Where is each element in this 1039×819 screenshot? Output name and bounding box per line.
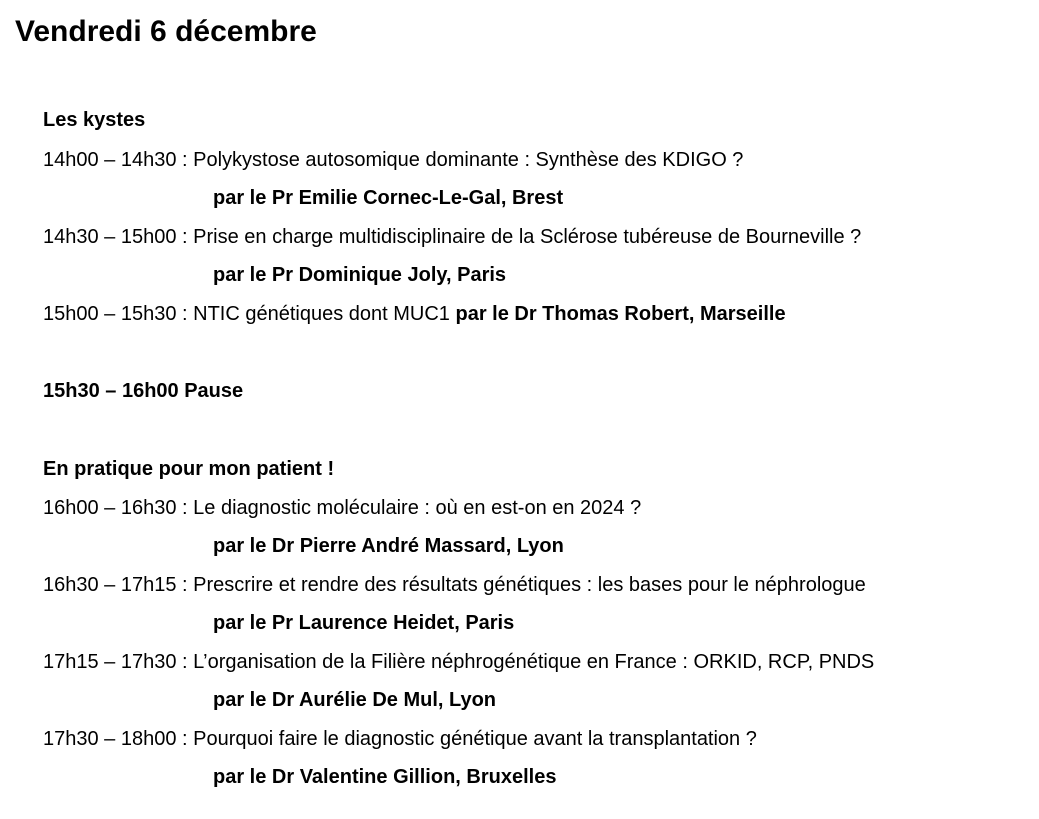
talk-line xyxy=(43,650,874,674)
talk-speaker: par le Dr Valentine Gillion, Bruxelles xyxy=(213,766,557,788)
talk-speaker: par le Pr Laurence Heidet, Paris xyxy=(213,612,515,634)
talk-title: Prescrire et rendre des résultats génétiques : les bases pour le néphrologue xyxy=(193,574,866,596)
talk-time: 14h30 – 15h00 xyxy=(43,226,177,248)
talk-line xyxy=(43,302,786,326)
talk-title: Polykystose autosomique dominante : Synthèse des KDIGO ? xyxy=(193,149,744,171)
talk-title: Prise en charge multidisciplinaire de la Sclérose tubéreuse de Bourneville ? xyxy=(193,226,862,248)
talk-line xyxy=(43,727,757,751)
talk-separator: : xyxy=(176,226,194,248)
talk-speaker: par le Pr Emilie Cornec-Le-Gal, Brest xyxy=(213,187,564,209)
talk-speaker: par le Dr Thomas Robert, Marseille xyxy=(455,303,786,325)
section-heading-pratique: En pratique pour mon patient ! xyxy=(43,458,335,480)
talk-line xyxy=(43,496,641,520)
talk-time: 15h00 – 15h30 xyxy=(43,303,177,325)
talk-speaker: par le Dr Aurélie De Mul, Lyon xyxy=(213,689,497,711)
section-heading-kystes: Les kystes xyxy=(43,109,146,131)
talk-separator: : xyxy=(176,728,194,750)
talk-separator: : xyxy=(176,149,194,171)
talk-time: 17h15 – 17h30 xyxy=(43,651,177,673)
talk-separator: : xyxy=(176,303,194,325)
talk-speaker: par le Dr Pierre André Massard, Lyon xyxy=(213,535,564,557)
talk-time: 14h00 – 14h30 xyxy=(43,149,177,171)
talk-title: Le diagnostic moléculaire : où en est-on en 2024 ? xyxy=(193,497,642,519)
talk-line xyxy=(43,148,743,172)
talk-line xyxy=(43,573,866,597)
break-line: 15h30 – 16h00 Pause xyxy=(43,380,244,402)
talk-speaker: par le Pr Dominique Joly, Paris xyxy=(213,264,507,286)
talk-title: NTIC génétiques dont MUC1 xyxy=(193,303,456,325)
talk-separator: : xyxy=(176,651,194,673)
talk-title: Pourquoi faire le diagnostic génétique avant la transplantation ? xyxy=(193,728,757,750)
talk-time: 16h00 – 16h30 xyxy=(43,497,177,519)
talk-line xyxy=(43,225,861,249)
day-title: Vendredi 6 décembre xyxy=(15,15,317,48)
talk-separator: : xyxy=(176,497,194,519)
talk-title: L’organisation de la Filière néphrogénétique en France : ORKID, RCP, PNDS xyxy=(193,651,875,673)
talk-time: 16h30 – 17h15 xyxy=(43,574,177,596)
talk-time: 17h30 – 18h00 xyxy=(43,728,177,750)
talk-separator: : xyxy=(176,574,194,596)
